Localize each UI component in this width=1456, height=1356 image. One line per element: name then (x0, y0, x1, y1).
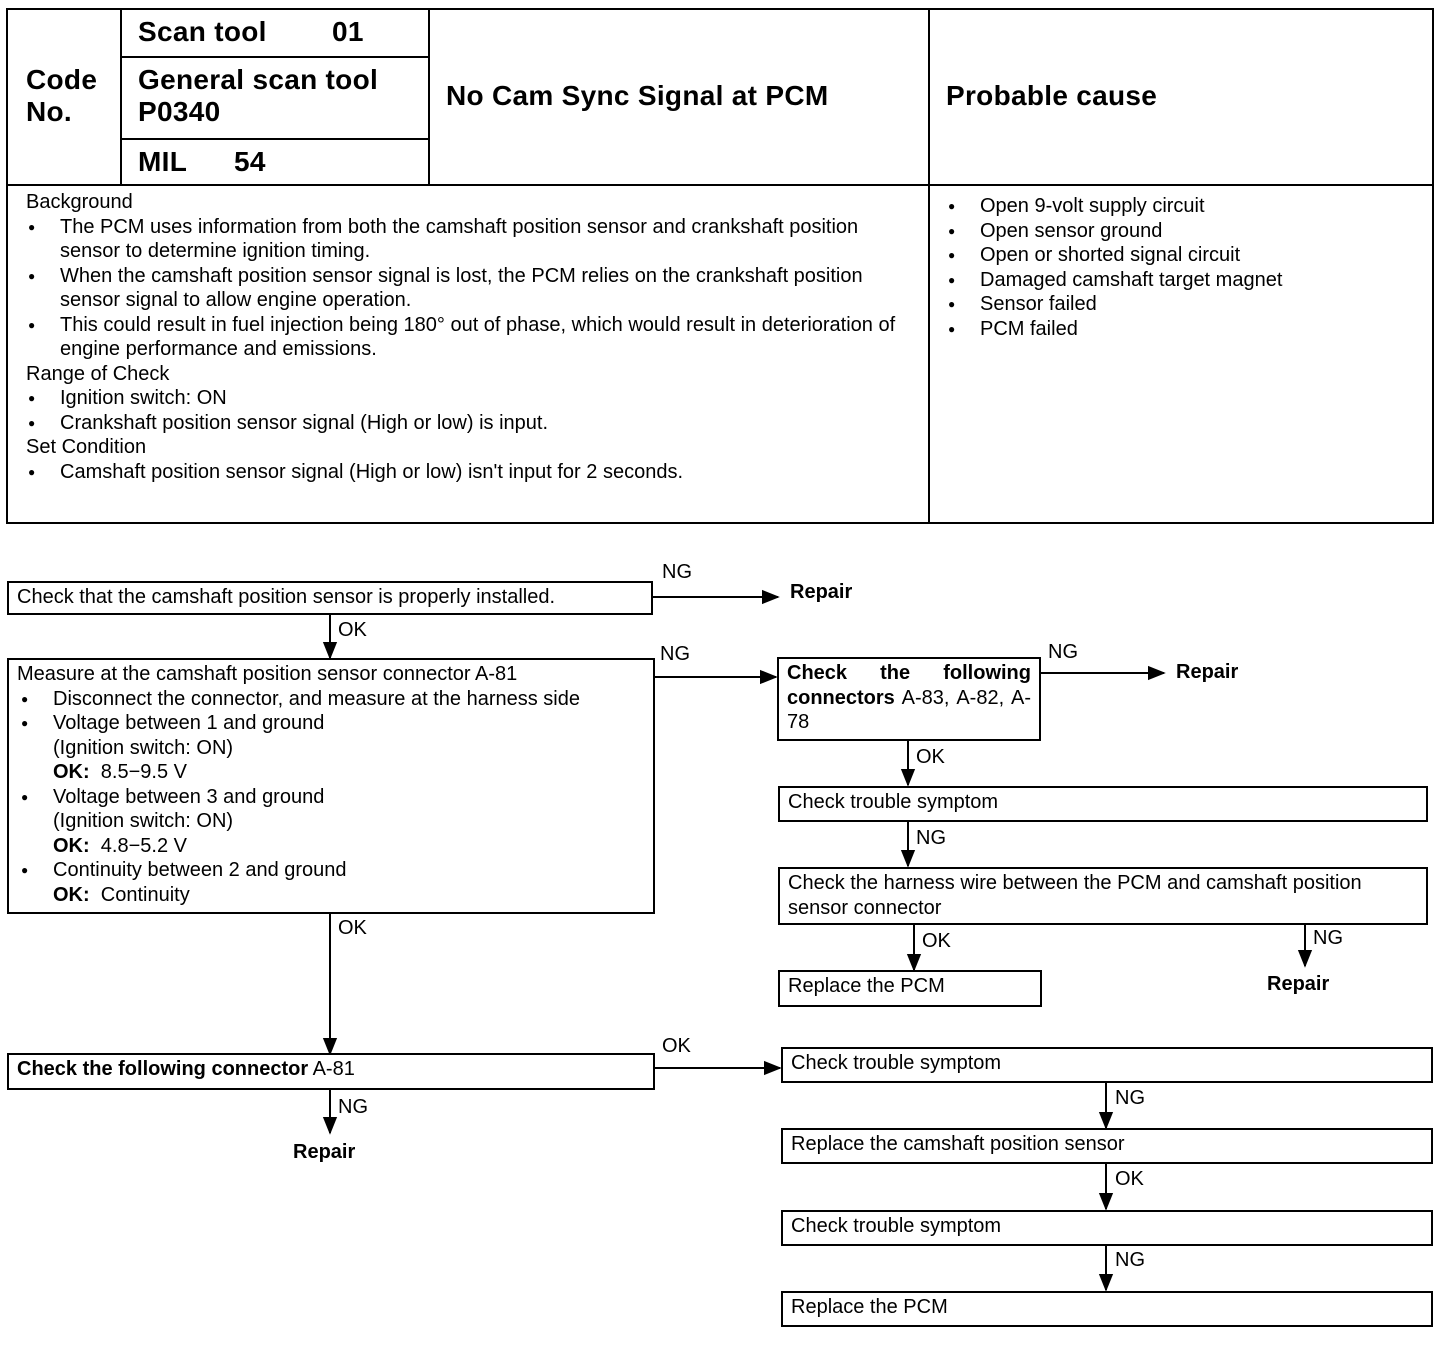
probable-cause-item: ● PCM failed (946, 317, 1416, 342)
code-no-label: Code No. (26, 64, 98, 127)
ok-label: OK (1115, 1168, 1144, 1190)
measure-item (19, 711, 645, 785)
check-trouble-symptom-box-1 (778, 786, 1428, 822)
check-connector-a81-box (7, 1053, 655, 1090)
replace-cam-sensor-text: Replace the camshaft position sensor (791, 1133, 1125, 1155)
general-scan-tool-code: P0340 (138, 96, 221, 127)
ok-label: OK (922, 930, 951, 952)
check-trouble-symptom-box-2 (781, 1047, 1433, 1083)
repair-label: Repair (293, 1141, 356, 1163)
background-item: ● This could result in fuel injection being 180° out of phase, which would result in deterioration of engine performance and emissions. (26, 313, 920, 362)
replace-pcm-text: Replace the PCM (788, 975, 945, 997)
check-harness-text: Check the harness wire between the PCM and camshaft position sensor connector (788, 872, 1362, 919)
ok-label: OK: (53, 834, 90, 857)
repair-label: Repair (790, 581, 853, 603)
measure-item (19, 858, 645, 907)
measure-item-ok (53, 760, 645, 785)
check-connectors-bold: Check the following connectors (787, 662, 1031, 709)
ok-label: OK (662, 1035, 691, 1057)
replace-pcm-box-2 (781, 1291, 1433, 1327)
measure-item (19, 785, 645, 859)
ok-label: OK: (53, 883, 90, 906)
measure-item-ok (53, 834, 645, 859)
ok-label: OK (338, 917, 367, 939)
repair-label: Repair (1267, 973, 1330, 995)
replace-cam-sensor-box (781, 1128, 1433, 1164)
dtc-title: No Cam Sync Signal at PCM (446, 80, 829, 111)
probable-cause-item: ● Open sensor ground (946, 219, 1416, 244)
replace-pcm-box-1 (778, 970, 1042, 1007)
ng-label: NG (1115, 1087, 1145, 1109)
check-trouble-symptom-text: Check trouble symptom (791, 1215, 1002, 1237)
measure-item (19, 687, 645, 712)
measure-item-sub: (Ignition switch: ON) (53, 810, 234, 832)
ok-value: 8.5−9.5 V (100, 761, 187, 783)
background-item: ● When the camshaft position sensor signal is lost, the PCM relies on the crankshaft position sensor signal to allow engine operation. (26, 264, 920, 313)
set-condition-item: ● Camshaft position sensor signal (High or low) isn't input for 2 seconds. (26, 460, 920, 485)
check-harness-box (778, 867, 1428, 925)
ok-label: OK (338, 619, 367, 641)
range-heading: Range of Check (26, 362, 170, 385)
probable-cause-item: ● Open or shorted signal circuit (946, 243, 1416, 268)
ok-label: OK: (53, 761, 90, 783)
measure-list (19, 687, 645, 908)
ok-label: OK (916, 746, 945, 768)
check-connector-id: A-81 (312, 1058, 355, 1080)
measure-item-sub: (Ignition switch: ON) (53, 736, 234, 759)
general-scan-tool-label: General scan tool (138, 64, 379, 95)
range-item: ● Ignition switch: ON (26, 386, 920, 411)
check-connectors-box (777, 657, 1041, 741)
check-sensor-installed-box (7, 581, 653, 615)
measure-item-text: ● Continuity between 2 and ground (53, 859, 347, 881)
check-connectors-list: A-83, A-82, A-78 (787, 686, 1031, 733)
probable-cause-label: Probable cause (946, 80, 1158, 111)
ng-label: NG (1048, 641, 1078, 663)
ok-value: 4.8−5.2 V (100, 834, 187, 857)
ng-label: NG (660, 643, 690, 665)
measure-item-text: ● Voltage between 3 and ground (53, 785, 325, 808)
check-sensor-installed-text: Check that the camshaft position sensor is properly installed. (17, 586, 556, 608)
scan-tool-code: 01 (332, 16, 364, 47)
ng-label: NG (338, 1096, 368, 1118)
check-trouble-symptom-box-3 (781, 1210, 1433, 1246)
scan-tool-label: Scan tool (138, 16, 267, 47)
measure-item-text: Disconnect the connector, and measure at the harness side (53, 687, 580, 710)
set-condition-heading: Set Condition (26, 436, 147, 458)
background-heading: Background (26, 191, 133, 213)
measure-item-ok (53, 883, 645, 908)
range-item: ● Crankshaft position sensor signal (High or low) is input. (26, 411, 920, 436)
mil-label: MIL (138, 146, 188, 177)
probable-cause-item: ● Damaged camshaft target magnet (946, 268, 1416, 293)
repair-label: Repair (1176, 661, 1239, 683)
check-trouble-symptom-text: Check trouble symptom (788, 791, 999, 813)
probable-cause-item: ● Open 9-volt supply circuit (946, 194, 1416, 219)
background-item: ● The PCM uses information from both the camshaft position sensor and crankshaft position sensor to determine ignition timing. (26, 215, 920, 264)
check-connector-bold: Check the following connector (17, 1058, 309, 1080)
ng-label: NG (1313, 927, 1343, 949)
ng-label: NG (916, 827, 946, 849)
replace-pcm-text: Replace the PCM (791, 1296, 948, 1318)
ng-label: NG (1115, 1249, 1145, 1271)
ok-value: Continuity (100, 883, 190, 906)
measure-item-text: ● Voltage between 1 and ground (53, 712, 325, 734)
probable-cause-item: ● Sensor failed (946, 292, 1416, 317)
measure-connector-box (7, 658, 655, 914)
measure-title: Measure at the camshaft position sensor connector A-81 (17, 663, 518, 685)
ng-label: NG (662, 561, 692, 583)
mil-code: 54 (234, 146, 266, 177)
check-trouble-symptom-text: Check trouble symptom (791, 1052, 1002, 1074)
